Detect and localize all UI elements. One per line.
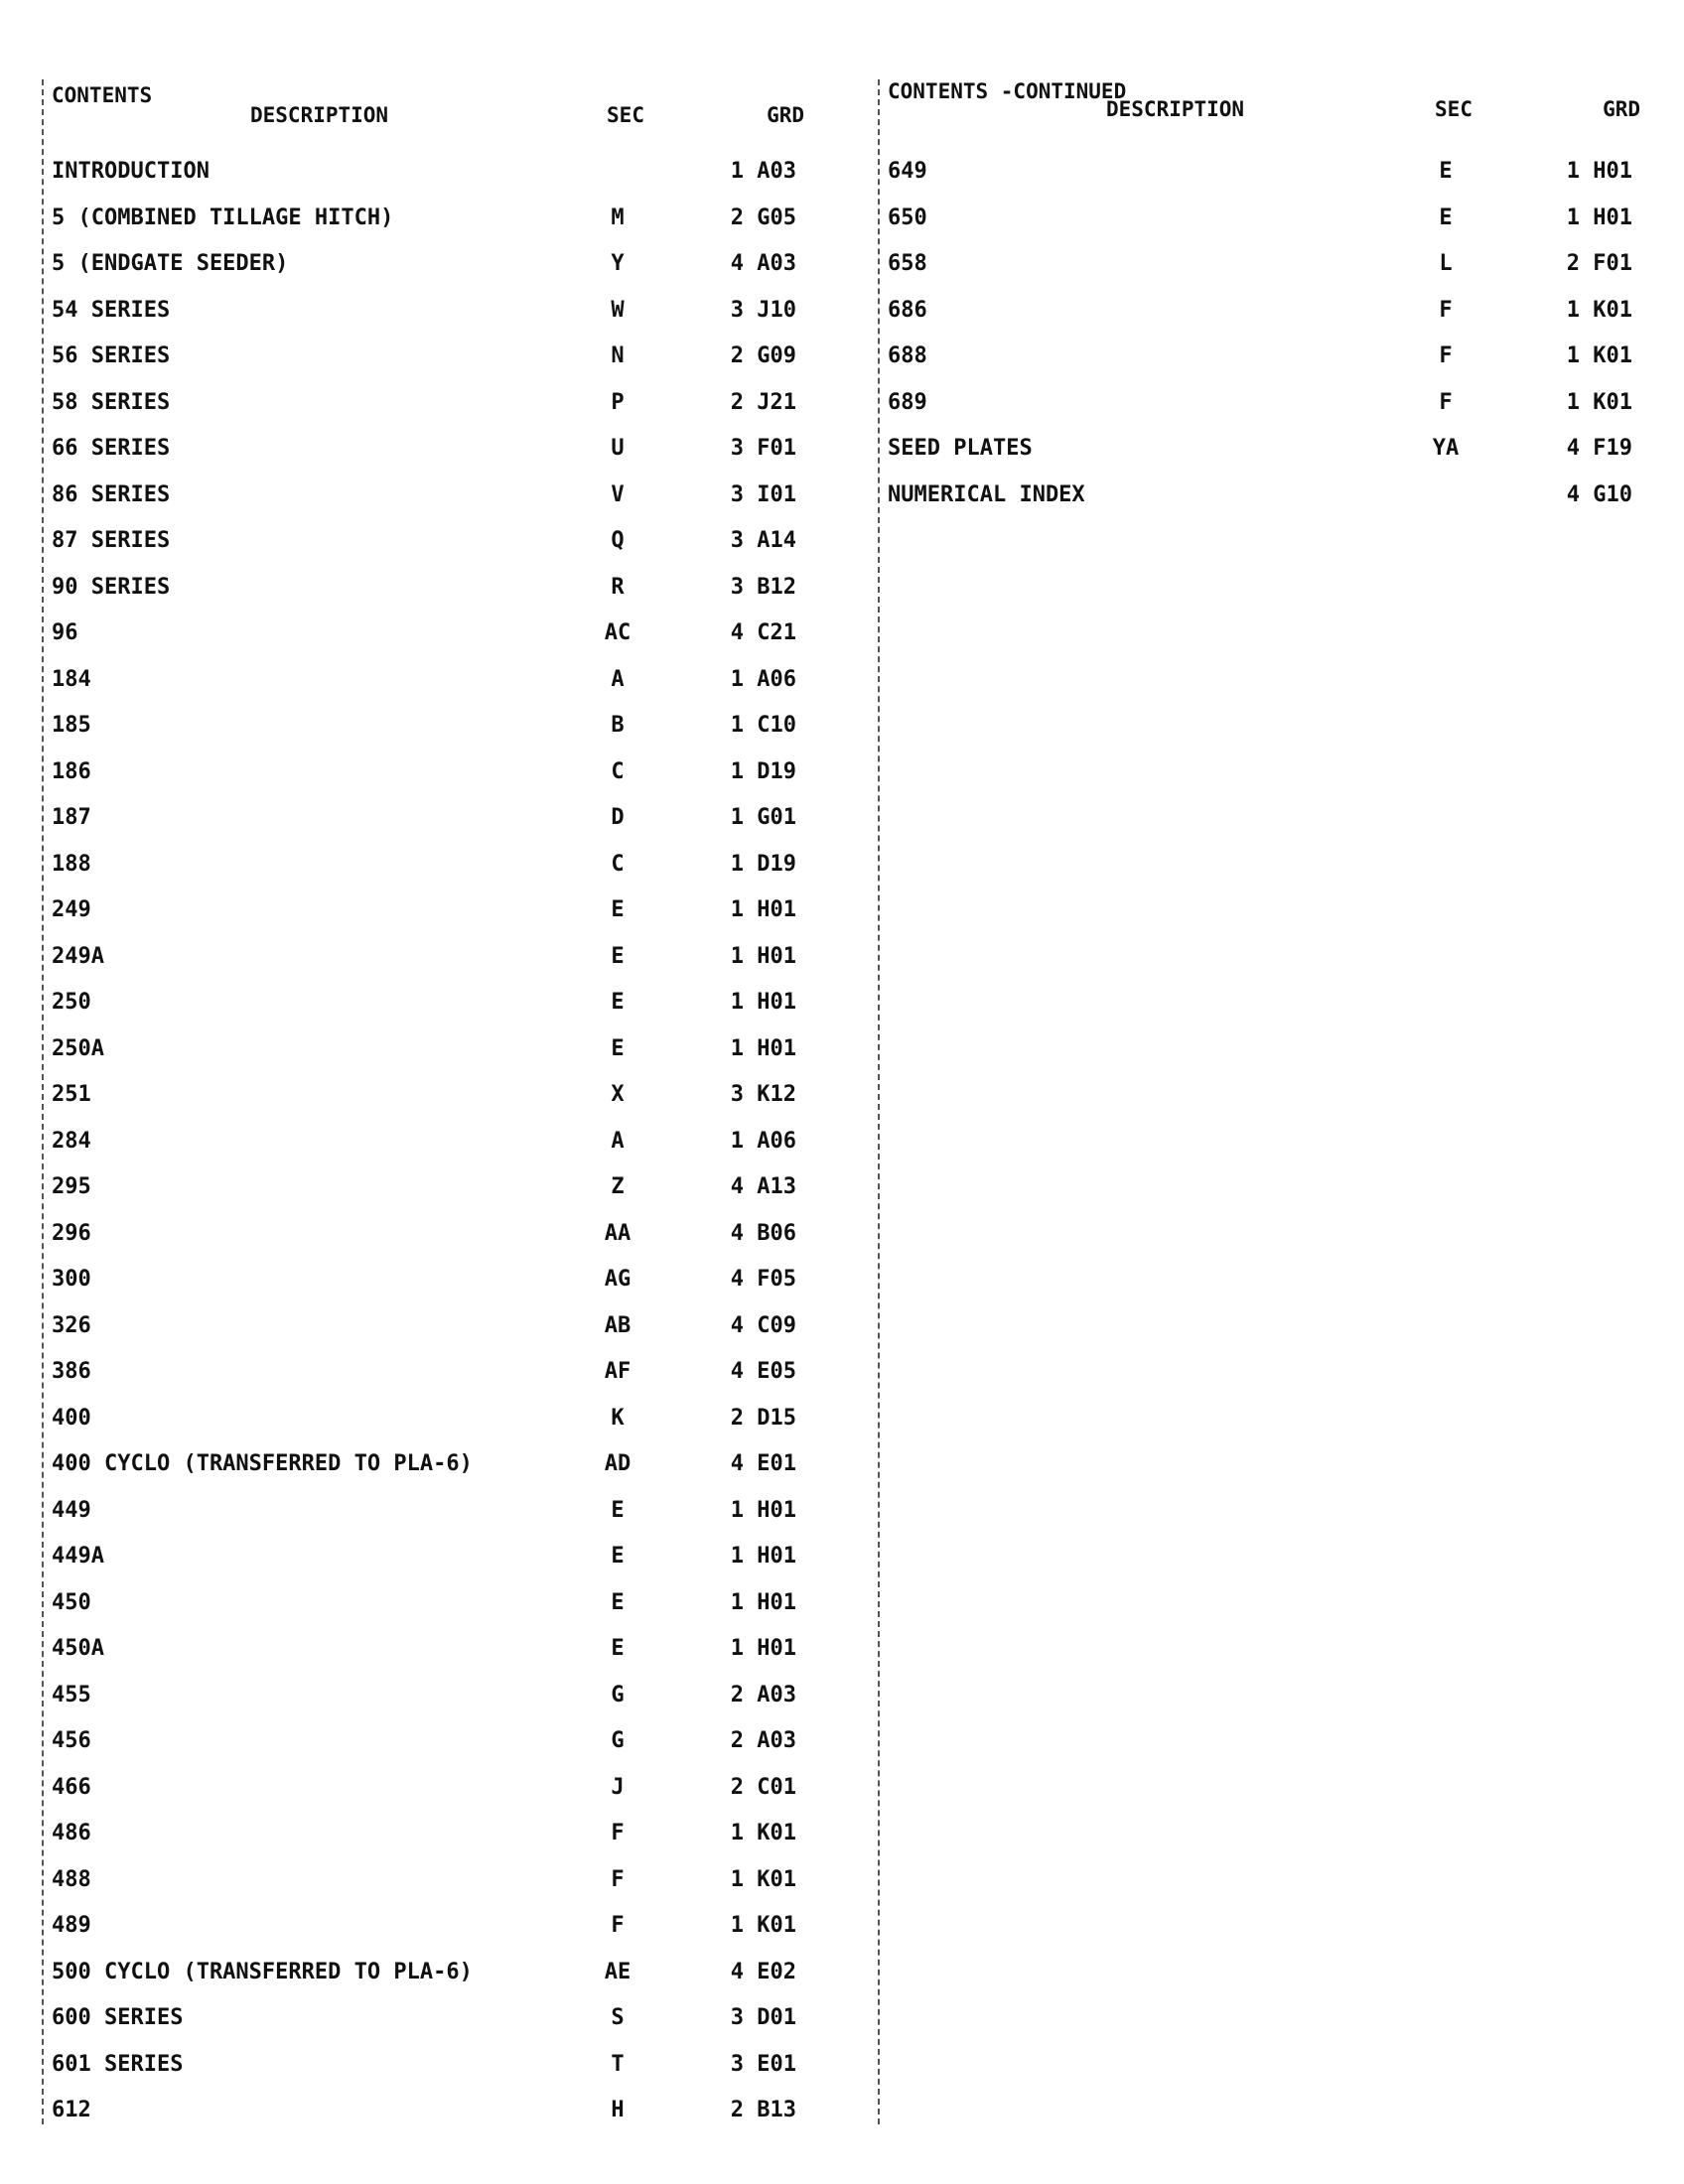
- row-sec: Y: [611, 251, 625, 276]
- header-sec: SEC: [607, 103, 644, 127]
- table-row: [44, 1765, 798, 1812]
- row-grd: 2 G09: [730, 343, 796, 368]
- row-sec: AG: [604, 1267, 632, 1292]
- row-description: 295: [52, 1174, 91, 1199]
- row-sec: E: [1439, 205, 1453, 230]
- table-row: [44, 196, 798, 242]
- table-row: [44, 842, 798, 888]
- row-grd: 3 E01: [730, 2051, 796, 2077]
- row-description: 450A: [52, 1636, 104, 1661]
- row-sec: E: [1439, 159, 1453, 184]
- row-grd: 4 C21: [730, 620, 796, 645]
- row-sec: E: [611, 1497, 625, 1523]
- table-row: [880, 380, 1634, 427]
- row-description: 649: [888, 159, 927, 184]
- table-row: [44, 1673, 798, 1719]
- row-sec: L: [1439, 251, 1453, 276]
- table-row: [44, 426, 798, 473]
- row-description: NUMERICAL INDEX: [888, 481, 1085, 507]
- table-row: [44, 1718, 798, 1765]
- row-grd: 4 E05: [730, 1359, 796, 1384]
- row-sec: G: [611, 1682, 625, 1707]
- row-description: 400 CYCLO (TRANSFERRED TO PLA-6): [52, 1451, 473, 1476]
- row-sec: F: [1439, 343, 1453, 368]
- row-sec: C: [611, 758, 625, 784]
- row-grd: 4 A13: [730, 1174, 796, 1199]
- table-row: [44, 750, 798, 796]
- row-sec: E: [611, 990, 625, 1015]
- row-description: 456: [52, 1728, 91, 1753]
- row-grd: 4 G10: [1566, 481, 1632, 507]
- row-sec: U: [611, 436, 625, 461]
- contents-rows: [44, 149, 798, 2134]
- row-description: 612: [52, 2098, 91, 2122]
- row-grd: 1 K01: [1566, 389, 1632, 415]
- table-row: [44, 1441, 798, 1488]
- row-description: 500 CYCLO (TRANSFERRED TO PLA-6): [52, 1959, 473, 1984]
- row-sec: V: [611, 481, 625, 507]
- row-description: 449A: [52, 1544, 104, 1569]
- row-grd: 2 D15: [730, 1405, 796, 1431]
- row-sec: K: [611, 1405, 625, 1431]
- row-grd: 1 K01: [1566, 297, 1632, 323]
- table-row: [44, 1626, 798, 1673]
- table-row: [44, 334, 798, 380]
- row-sec: P: [611, 389, 625, 415]
- contents-rows: [880, 149, 1634, 518]
- row-description: 54 SERIES: [52, 297, 171, 323]
- row-description: INTRODUCTION: [52, 159, 210, 184]
- row-sec: E: [611, 897, 625, 922]
- row-grd: 3 K12: [730, 1082, 796, 1107]
- row-grd: 2 G05: [730, 205, 796, 230]
- table-row: [44, 1026, 798, 1073]
- table-row: [44, 288, 798, 335]
- row-sec: AC: [604, 620, 632, 645]
- row-sec: E: [611, 1636, 625, 1661]
- table-row: [44, 795, 798, 842]
- row-grd: 1 K01: [730, 1866, 796, 1892]
- table-row: [44, 703, 798, 750]
- row-sec: H: [611, 2098, 625, 2122]
- table-row: [44, 1349, 798, 1396]
- row-grd: 1 A03: [730, 159, 796, 184]
- row-grd: 1 C10: [730, 713, 796, 738]
- row-sec: Z: [611, 1174, 625, 1199]
- table-row: [44, 1534, 798, 1580]
- row-description: 300: [52, 1267, 91, 1292]
- row-description: 386: [52, 1359, 91, 1384]
- row-grd: 3 F01: [730, 436, 796, 461]
- row-description: SEED PLATES: [888, 436, 1033, 461]
- table-row: [44, 1257, 798, 1303]
- row-description: 486: [52, 1821, 91, 1845]
- table-row: [44, 1396, 798, 1442]
- row-grd: 1 K01: [1566, 343, 1632, 368]
- table-row: [44, 1072, 798, 1119]
- table-row: [44, 1164, 798, 1211]
- row-grd: 4 F19: [1566, 436, 1632, 461]
- row-grd: 2 A03: [730, 1682, 796, 1707]
- table-row: [880, 149, 1634, 196]
- row-sec: T: [611, 2051, 625, 2077]
- row-description: 187: [52, 805, 91, 830]
- row-sec: G: [611, 1728, 625, 1753]
- header-grd: GRD: [1603, 97, 1640, 121]
- row-grd: 4 E01: [730, 1451, 796, 1476]
- row-grd: 2 B13: [730, 2098, 796, 2122]
- row-description: 250: [52, 990, 91, 1015]
- row-description: 5 (ENDGATE SEEDER): [52, 251, 289, 276]
- row-description: 466: [52, 1774, 91, 1800]
- row-grd: 1 A06: [730, 1128, 796, 1154]
- row-grd: 3 A14: [730, 528, 796, 553]
- row-sec: F: [1439, 389, 1453, 415]
- row-description: 284: [52, 1128, 91, 1154]
- row-description: 185: [52, 713, 91, 738]
- table-row: [44, 1119, 798, 1165]
- row-sec: R: [611, 574, 625, 600]
- row-description: 686: [888, 297, 927, 323]
- contents-title: CONTENTS: [52, 83, 153, 107]
- row-grd: 1 H01: [730, 1544, 796, 1569]
- table-row: [44, 1580, 798, 1627]
- row-description: 326: [52, 1312, 91, 1338]
- row-sec: J: [611, 1774, 625, 1800]
- table-row: [44, 887, 798, 934]
- row-sec: E: [611, 1544, 625, 1569]
- row-description: 56 SERIES: [52, 343, 171, 368]
- row-sec: F: [611, 1913, 625, 1938]
- row-sec: AF: [604, 1359, 632, 1384]
- row-description: 66 SERIES: [52, 436, 171, 461]
- row-description: 186: [52, 758, 91, 784]
- row-sec: F: [611, 1821, 625, 1845]
- row-description: 5 (COMBINED TILLAGE HITCH): [52, 205, 394, 230]
- contents-column-right: [878, 79, 1640, 2124]
- row-description: 489: [52, 1913, 91, 1938]
- row-sec: AE: [604, 1959, 632, 1984]
- table-row: [44, 241, 798, 288]
- row-sec: A: [611, 1128, 625, 1154]
- row-description: 96: [52, 620, 78, 645]
- row-sec: N: [611, 343, 625, 368]
- row-sec: X: [611, 1082, 625, 1107]
- row-grd: 4 C09: [730, 1312, 796, 1338]
- row-grd: 1 H01: [1566, 205, 1632, 230]
- row-grd: 4 F05: [730, 1267, 796, 1292]
- table-row: [44, 611, 798, 657]
- row-sec: B: [611, 713, 625, 738]
- table-row: [44, 1211, 798, 1258]
- table-row: [44, 1811, 798, 1857]
- row-description: 86 SERIES: [52, 481, 171, 507]
- row-description: 296: [52, 1220, 91, 1246]
- table-row: [44, 149, 798, 196]
- row-sec: F: [611, 1866, 625, 1892]
- table-row: [880, 426, 1634, 473]
- row-sec: D: [611, 805, 625, 830]
- header-grd: GRD: [767, 103, 804, 127]
- row-grd: 2 C01: [730, 1774, 796, 1800]
- row-grd: 1 H01: [730, 943, 796, 969]
- row-description: 251: [52, 1082, 91, 1107]
- row-sec: E: [611, 1035, 625, 1061]
- row-grd: 1 H01: [730, 990, 796, 1015]
- table-row: [880, 288, 1634, 335]
- table-row: [880, 196, 1634, 242]
- table-row: [44, 1303, 798, 1350]
- row-grd: 2 J21: [730, 389, 796, 415]
- table-row: [44, 657, 798, 704]
- table-row: [44, 565, 798, 612]
- table-row: [44, 380, 798, 427]
- row-description: 650: [888, 205, 927, 230]
- row-grd: 1 H01: [730, 1589, 796, 1615]
- row-description: 688: [888, 343, 927, 368]
- row-description: 188: [52, 851, 91, 877]
- column-header-row: [888, 97, 1640, 127]
- row-description: 249A: [52, 943, 104, 969]
- row-grd: 1 G01: [730, 805, 796, 830]
- row-description: 488: [52, 1866, 91, 1892]
- row-description: 601 SERIES: [52, 2051, 184, 2077]
- row-description: 658: [888, 251, 927, 276]
- row-grd: 1 A06: [730, 666, 796, 692]
- table-row: [880, 334, 1634, 380]
- row-sec: W: [611, 297, 625, 323]
- table-row: [44, 934, 798, 981]
- table-row: [44, 1903, 798, 1950]
- row-sec: AB: [604, 1312, 632, 1338]
- column-header-row: [52, 103, 804, 133]
- row-description: 449: [52, 1497, 91, 1523]
- row-grd: 2 A03: [730, 1728, 796, 1753]
- table-row: [44, 2088, 798, 2134]
- row-description: 400: [52, 1405, 91, 1431]
- row-grd: 3 J10: [730, 297, 796, 323]
- row-grd: 1 H01: [1566, 159, 1632, 184]
- row-description: 455: [52, 1682, 91, 1707]
- table-row: [880, 473, 1634, 519]
- table-row: [44, 518, 798, 565]
- header-sec: SEC: [1435, 97, 1473, 121]
- row-sec: E: [611, 943, 625, 969]
- row-description: 87 SERIES: [52, 528, 171, 553]
- table-row: [44, 1857, 798, 1904]
- row-grd: 1 K01: [730, 1913, 796, 1938]
- row-grd: 4 E02: [730, 1959, 796, 1984]
- row-description: 249: [52, 897, 91, 922]
- row-description: 90 SERIES: [52, 574, 171, 600]
- row-description: 184: [52, 666, 91, 692]
- row-sec: YA: [1432, 436, 1460, 461]
- row-grd: 3 B12: [730, 574, 796, 600]
- row-description: 250A: [52, 1035, 104, 1061]
- row-grd: 4 A03: [730, 251, 796, 276]
- row-grd: 3 D01: [730, 2005, 796, 2030]
- row-grd: 1 H01: [730, 1497, 796, 1523]
- header-description: DESCRIPTION: [1106, 97, 1245, 121]
- row-sec: F: [1439, 297, 1453, 323]
- row-sec: E: [611, 1589, 625, 1615]
- row-grd: 1 D19: [730, 758, 796, 784]
- row-description: 600 SERIES: [52, 2005, 184, 2030]
- row-sec: S: [611, 2005, 625, 2030]
- table-row: [44, 980, 798, 1026]
- table-row: [44, 1950, 798, 1996]
- table-row: [44, 2042, 798, 2089]
- row-sec: Q: [611, 528, 625, 553]
- row-description: 450: [52, 1589, 91, 1615]
- header-description: DESCRIPTION: [250, 103, 389, 127]
- row-sec: A: [611, 666, 625, 692]
- row-grd: 1 H01: [730, 1035, 796, 1061]
- contents-continued-title: CONTENTS -CONTINUED: [888, 79, 1127, 103]
- row-grd: 1 H01: [730, 1636, 796, 1661]
- table-row: [880, 241, 1634, 288]
- row-grd: 1 H01: [730, 897, 796, 922]
- row-sec: AD: [604, 1451, 632, 1476]
- row-sec: C: [611, 851, 625, 877]
- row-grd: 1 D19: [730, 851, 796, 877]
- row-grd: 2 F01: [1566, 251, 1632, 276]
- row-sec: M: [611, 205, 625, 230]
- row-sec: AA: [604, 1220, 632, 1246]
- contents-column-left: [42, 79, 804, 2124]
- table-row: [44, 1995, 798, 2042]
- row-grd: 3 I01: [730, 481, 796, 507]
- row-grd: 1 K01: [730, 1821, 796, 1845]
- row-grd: 4 B06: [730, 1220, 796, 1246]
- row-description: 58 SERIES: [52, 389, 171, 415]
- table-row: [44, 473, 798, 519]
- table-row: [44, 1488, 798, 1535]
- row-description: 689: [888, 389, 927, 415]
